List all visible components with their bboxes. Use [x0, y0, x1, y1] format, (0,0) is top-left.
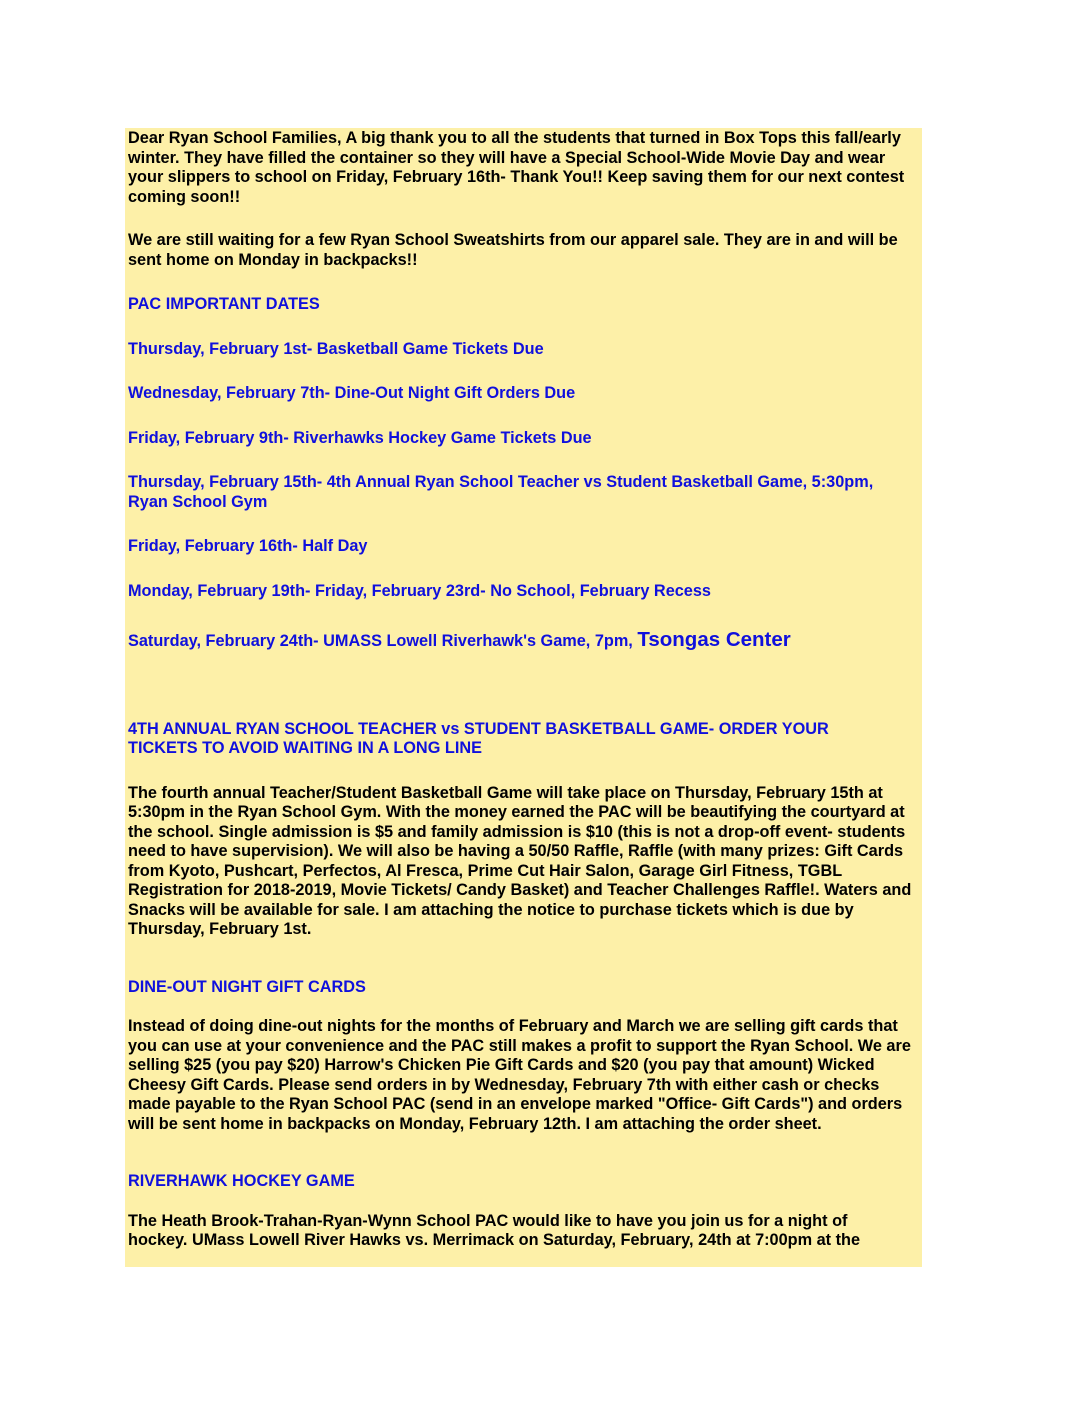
intro-paragraph: Dear Ryan School Families, A big thank you to all the students that turned in Box Tops this fall/early winter. They have filled the container so they will have a Special School-Wide Movie Day and wear your slippers to school on Friday, February 16th- Thank You!! Keep saving them for our next contest coming soon!!	[128, 129, 905, 206]
date-item: Friday, February 16th- Half Day	[128, 537, 368, 555]
date-item: Thursday, February 15th- 4th Annual Ryan School Teacher vs Student Basketball Game, 5:30pm, Ryan School Gym	[128, 473, 874, 511]
date-item: Monday, February 19th- Friday, February 23rd- No School, February Recess	[128, 581, 711, 600]
date-item: Thursday, February 1st- Basketball Game Tickets Due	[128, 339, 544, 358]
dates-heading: PAC IMPORTANT DATES	[128, 295, 320, 313]
hockey-heading: RIVERHAWK HOCKEY GAME	[128, 1172, 355, 1190]
venue-name: Tsongas Center	[637, 628, 791, 651]
basketball-paragraph: The fourth annual Teacher/Student Basketball Game will take place on Thursday, February 15th at 5:30pm in the Ryan School Gym. With the money earned the PAC will be beautifying the courtyard at the school. Single admission is $5 and family admission is $10 (this is not a drop-off event- students need to have supervision). We will also be having a 50/50 Raffle, Raffle (with many prizes: Gift Cards from Kyoto, Pushcart, Perfectos, Al Fresca, Prime Cut Hair Salon, Garage Girl Fitness, TGBL Registration for 2018-2019, Movie Tickets/ Candy Basket) and Teacher Challenges Raffle!. Waters and Snacks will be available for sale. I am attaching the notice to purchase tickets which is due by Thursday, February 1st.	[128, 783, 912, 938]
date-item: Friday, February 9th- Riverhawks Hockey Game Tickets Due	[128, 428, 592, 447]
date-item-last-text: Saturday, February 24th- UMASS Lowell Riverhawk's Game, 7pm,	[128, 632, 633, 650]
dineout-heading: DINE-OUT NIGHT GIFT CARDS	[128, 977, 366, 996]
date-item: Wednesday, February 7th- Dine-Out Night Gift Orders Due	[128, 384, 576, 402]
sweatshirts-paragraph: We are still waiting for a few Ryan School Sweatshirts from our apparel sale. They are in and will be sent home on Monday in backpacks!!	[128, 231, 898, 269]
newsletter-page	[125, 128, 922, 1267]
hockey-paragraph: The Heath Brook-Trahan-Ryan-Wynn School PAC would like to have you join us for a night of hockey. UMass Lowell River Hawks vs. Merrimack on Saturday, February, 24th at 7:00pm at the	[128, 1211, 861, 1249]
date-item-last	[128, 630, 916, 652]
basketball-heading: 4TH ANNUAL RYAN SCHOOL TEACHER vs STUDENT BASKETBALL GAME- ORDER YOUR TICKETS TO AVOID WAITING IN A LONG LINE	[128, 719, 829, 757]
dineout-paragraph: Instead of doing dine-out nights for the months of February and March we are selling gift cards that you can use at your convenience and the PAC still makes a profit to support the Ryan School. We are selling $25 (you pay $20) Harrow's Chicken Pie Gift Cards and $20 (you pay that amount) Wicked Cheesy Gift Cards. Please send orders in by Wednesday, February 7th with either cash or checks made payable to the Ryan School PAC (send in an envelope marked "Office- Gift Cards") and orders will be sent home in backpacks on Monday, February 12th. I am attaching the order sheet.	[128, 1017, 911, 1133]
